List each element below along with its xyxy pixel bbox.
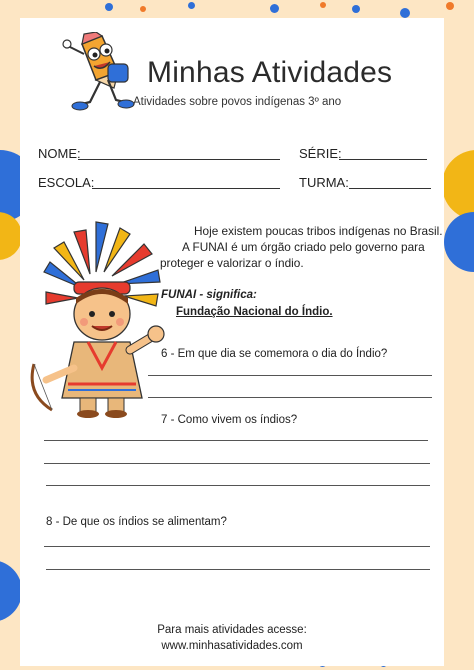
answer-line[interactable] [44,440,428,441]
escola-field[interactable] [92,188,280,189]
footer-text: Para mais atividades acesse: [157,624,307,636]
answer-line[interactable] [46,485,430,486]
answer-line[interactable] [44,463,430,464]
decor-blob-blue [444,212,474,272]
text-line-2: A FUNAI é um órgão criado pelo governo para [182,240,425,254]
answer-line[interactable] [148,375,432,376]
decor-dot [352,5,360,13]
decor-dot [320,2,326,8]
nome-field[interactable] [78,159,280,160]
question-7: 7 - Como vivem os índios? [161,414,298,426]
decor-dot [140,6,146,12]
decor-dot [400,8,410,18]
decor-blob-yellow [442,150,474,220]
nome-label: NOME: [38,146,81,161]
footer-link[interactable]: www.minhasatividades.com [161,640,303,652]
indigenous-child-illustration [24,218,174,418]
decor-blob-yellow [0,212,22,260]
turma-label: TURMA: [299,175,349,190]
answer-line[interactable] [44,546,430,547]
serie-label: SÉRIE: [299,146,342,161]
page-subtitle: Atividades sobre povos indígenas 3º ano [133,96,342,108]
decor-blob-blue [0,560,22,622]
text-line-1: Hoje existem poucas tribos indígenas no Brasil. [194,224,443,238]
page-title: Minhas Atividades [147,56,393,89]
text-line-3: proteger e valorizar o índio. [160,256,304,270]
question-6: 6 - Em que dia se comemora o dia do Índio? [161,348,388,360]
funai-meaning: Fundação Nacional do Índio. [176,306,333,318]
escola-label: ESCOLA: [38,175,95,190]
question-8: 8 - De que os índios se alimentam? [46,516,227,528]
decor-dot [105,3,113,11]
decor-dot [446,2,454,10]
decor-dot [188,2,195,9]
answer-line[interactable] [148,397,432,398]
worksheet-page [20,18,444,666]
funai-label: FUNAI - significa: [161,289,257,301]
turma-field[interactable] [349,188,431,189]
decor-dot [270,4,279,13]
answer-line[interactable] [46,569,430,570]
serie-field[interactable] [339,159,427,160]
pencil-mascot-icon [60,32,140,118]
